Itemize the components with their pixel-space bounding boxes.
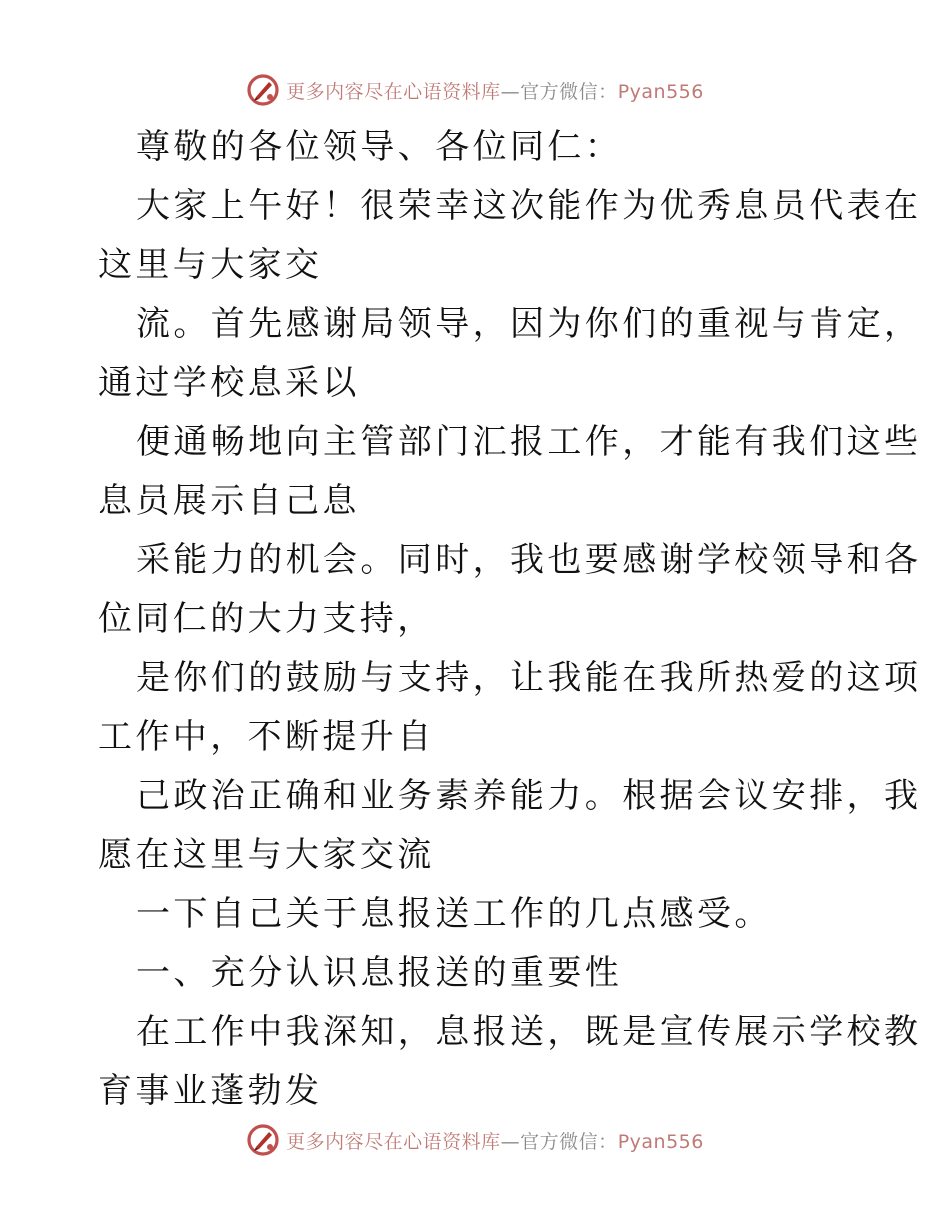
- watermark-text: 更多内容尽在心语资料库—官方微信：Pyan556: [286, 80, 704, 103]
- watermark-text: 更多内容尽在心语资料库—官方微信：Pyan556: [286, 1130, 704, 1153]
- text-line: 是你们的鼓励与支持，让我能在我所热爱的这项: [136, 658, 922, 698]
- text-line: 通过学校息采以: [98, 363, 360, 403]
- text-line: 一、充分认识息报送的重要性: [136, 953, 623, 993]
- text-line: 便通畅地向主管部门汇报工作，才能有我们这些: [136, 422, 922, 462]
- header-watermark: [0, 73, 950, 107]
- text-line: 这里与大家交: [98, 245, 323, 285]
- text-line: 位同仁的大力支持，: [98, 599, 435, 639]
- document-body: [98, 118, 922, 1121]
- text-line: 一下自己关于息报送工作的几点感受。: [136, 894, 772, 934]
- text-line: 流。首先感谢局领导，因为你们的重视与肯定，: [136, 304, 922, 344]
- text-line: 愿在这里与大家交流: [98, 835, 435, 875]
- quill-pen-logo-icon: [246, 1123, 280, 1157]
- text-line: 息员展示自己息: [98, 481, 360, 521]
- text-line: 己政治正确和业务素养能力。根据会议安排，我: [136, 776, 922, 816]
- text-line: 采能力的机会。同时，我也要感谢学校领导和各: [136, 540, 922, 580]
- text-line: 尊敬的各位领导、各位同仁：: [136, 127, 623, 167]
- text-line: 育事业蓬勃发: [98, 1071, 323, 1111]
- footer-watermark: [0, 1123, 950, 1157]
- text-line: 大家上午好！很荣幸这次能作为优秀息员代表在: [136, 186, 922, 226]
- text-line: 在工作中我深知，息报送，既是宣传展示学校教: [136, 1012, 922, 1052]
- text-line: 工作中，不断提升自: [98, 717, 435, 757]
- quill-pen-logo-icon: [246, 73, 280, 107]
